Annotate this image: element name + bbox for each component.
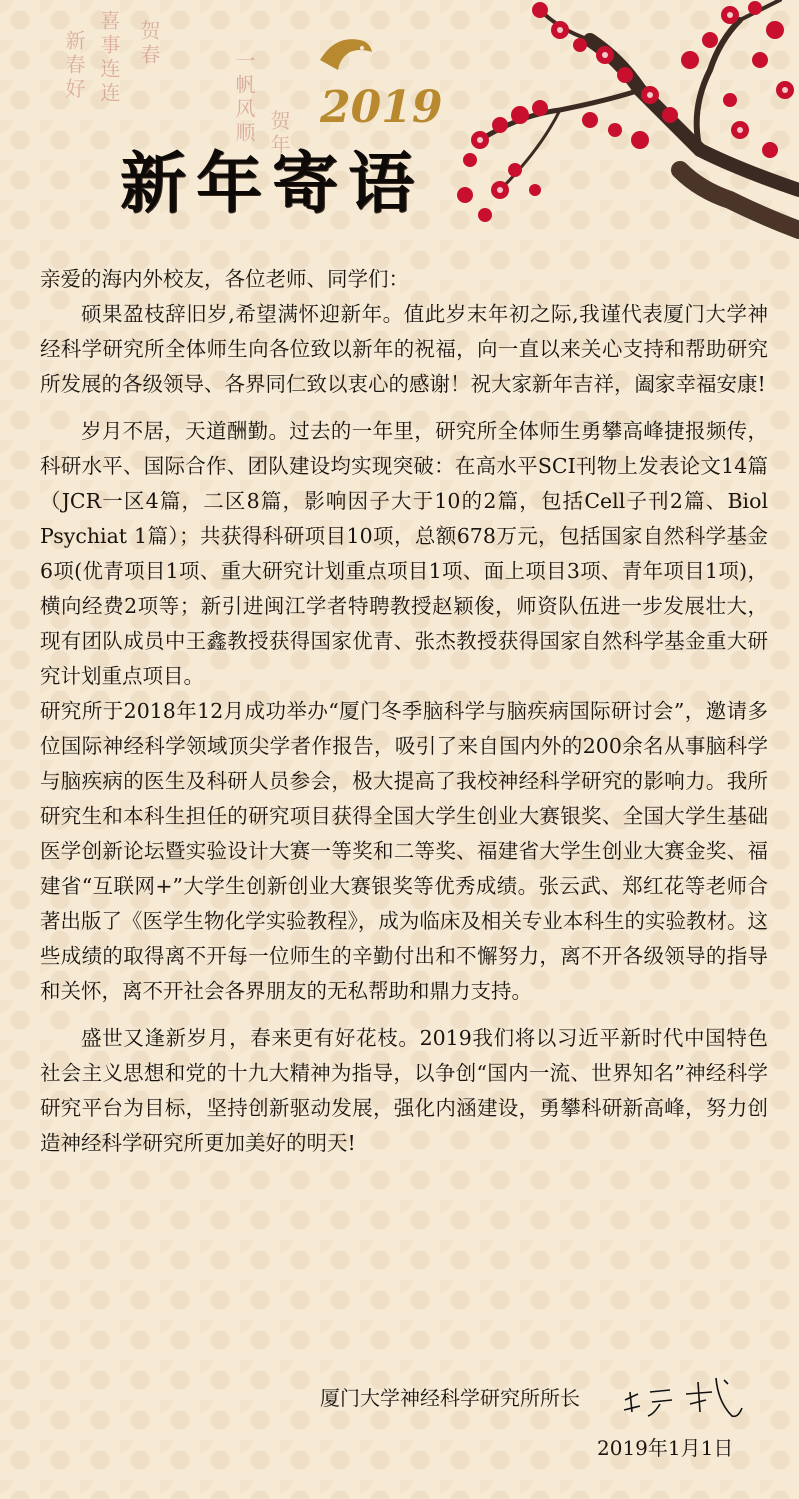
background-calligraphy: 新春好 喜事连连 贺春 一帆风顺 贺年 xyxy=(62,10,291,158)
salutation: 亲爱的海内外校友，各位老师、同学们： xyxy=(40,267,409,291)
header xyxy=(0,0,799,265)
paragraph-outlook: 盛世又逢新岁月，春来更有好花枝。2019我们将以习近平新时代中国特色社会主义思想和党的十九大精神为指导，以争创“国内一流、世界知名”神经科学研究平台为目标，坚持创新驱动发展，强化内涵建设，勇攀科研新高峰，努力创造神经科学研究所更加美好的明天! xyxy=(40,1026,768,1155)
signer-title: 厦门大学神经科学研究所所长 xyxy=(320,1386,580,1410)
letter-body xyxy=(40,262,768,1161)
paragraph-achievements: 岁月不居，天道酬勤。过去的一年里，研究所全体师生勇攀高峰捷报频传，科研水平、国际合作、团队建设均实现突破：在高水平SCI刊物上发表论文14篇（JCR一区4篇，二区8篇，影响因子大于10的2篇，包括Cell子刊2篇、Biol Psychiat 1篇）；共获得科研项目10项，总额678万元，包括国家自然科学基金6项(优青项目1项、重大研究计划重点项目1项、面上项目3项、青年项目1项)，横向经费2项等；新引进闽江学者特聘教授赵颖俊，师资队伍进一步发展壮大，现有团队成员中王鑫教授获得国家优青、张杰教授获得国家自然科学基金重大研究计划重点项目。 xyxy=(40,419,768,688)
page-title: 新年寄语 xyxy=(120,144,424,222)
signature-block xyxy=(320,1372,760,1422)
paragraph-events: 研究所于2018年12月成功举办“厦门冬季脑科学与脑疾病国际研讨会”，邀请多位国际神经科学领域顶尖学者作报告，吸引了来自国内外的200余名从事脑科学与脑疾病的医生及科研人员参会，极大提高了我校神经科学研究的影响力。我所研究生和本科生担任的研究项目获得全国大学生创业大赛银奖、全国大学生基础医学创新论坛暨实验设计大赛一等奖和二等奖、福建省大学生创业大赛金奖、福建省“互联网+”大学生创新创业大赛银奖等优秀成绩。张云武、郑红花等老师合著出版了《医学生物化学实验教程》，成为临床及相关专业本科生的实验教材。这些成绩的取得离不开每一位师生的辛勤付出和不懈努力，离不开各级领导的指导和关怀，离不开社会各界朋友的无私帮助和鼎力支持。 xyxy=(40,699,768,1003)
logo-year-text: 2019 xyxy=(320,82,443,133)
plum-blossom-illustration xyxy=(440,0,799,260)
letter-date: 2019年1月1日 xyxy=(597,1436,734,1460)
paragraph-greeting: 硕果盈枝辞旧岁,希望满怀迎新年。值此岁末年初之际,我谨代表厦门大学神经科学研究所全体师生向各位致以新年的祝福，向一直以来关心支持和帮助研究所发展的各级领导、各界同仁致以衷心的感谢！祝大家新年吉祥，阖家幸福安康! xyxy=(40,302,768,396)
handwritten-signature xyxy=(620,1372,760,1422)
year-2019-logo xyxy=(300,30,443,133)
